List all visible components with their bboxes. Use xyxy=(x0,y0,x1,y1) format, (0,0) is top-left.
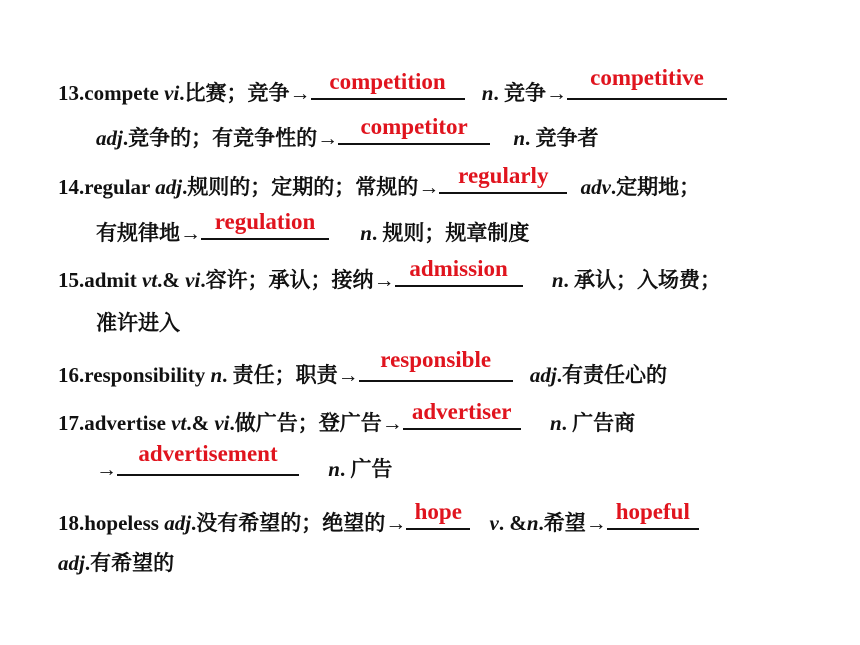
item-15-pos-1: vt xyxy=(142,268,158,292)
item-18-def-2: . & xyxy=(498,511,527,535)
item-15-line-1 xyxy=(58,256,721,293)
item-17-mid: .& xyxy=(186,411,215,435)
blank-17-1 xyxy=(403,399,521,430)
item-18-line-1 xyxy=(58,499,699,536)
item-15-pos-2: n xyxy=(551,268,564,292)
item-14-def-2: .定期地； xyxy=(610,175,701,199)
blank-13-1 xyxy=(311,69,465,100)
item-17-pos-1: vt xyxy=(171,411,187,435)
item-13-pos-1: vi xyxy=(164,81,180,105)
blank-16-1 xyxy=(359,347,513,382)
arrow: → xyxy=(96,457,117,481)
item-15-pos-1b: vi xyxy=(185,268,201,292)
item-17-pos-3: n xyxy=(328,457,340,481)
item-18-pos-2b: n xyxy=(526,511,539,535)
blank-13-2 xyxy=(567,65,727,100)
answer-13-2: competitive xyxy=(590,65,704,90)
answer-16-1: responsible xyxy=(380,347,492,372)
item-13-head: 13.compete xyxy=(58,81,165,105)
blank-14-1 xyxy=(439,163,567,194)
item-15-def-2: . 承认；入场费； xyxy=(563,268,721,292)
item-13-pos-4: n xyxy=(513,126,526,150)
item-13-pos-2: n xyxy=(481,81,494,105)
answer-14-2: regulation xyxy=(214,209,316,234)
item-18-line-2 xyxy=(58,550,174,576)
item-15-head: 15.admit xyxy=(58,268,142,292)
arrow: → xyxy=(337,363,359,387)
item-14-pos-2: adv xyxy=(580,175,611,199)
arrow: → xyxy=(373,268,395,292)
item-14-def-4: . 规则；规章制度 xyxy=(371,221,530,245)
item-16-pos-1: n xyxy=(210,363,223,387)
item-17-def-3: . 广告 xyxy=(339,457,393,481)
arrow: → xyxy=(545,81,567,105)
item-13-def-3: .竞争的；有竞争性的 xyxy=(122,126,318,150)
blank-18-1 xyxy=(406,499,470,530)
item-16-def-2: .有责任心的 xyxy=(556,363,668,387)
item-18-def-3: .有希望的 xyxy=(84,551,175,575)
item-15-mid: .& xyxy=(157,268,186,292)
item-15-line-2 xyxy=(96,310,180,336)
item-18-def-1: .没有希望的；绝望的 xyxy=(191,511,386,535)
item-17-line-1 xyxy=(58,399,636,436)
blank-14-2 xyxy=(201,209,329,240)
item-13-line-2 xyxy=(96,114,599,151)
item-17-pos-2: n xyxy=(549,411,562,435)
item-17-def-1: .做广告；登广告 xyxy=(229,411,382,435)
item-18-pos-3: adj xyxy=(58,551,85,575)
blank-17-2 xyxy=(117,441,299,476)
item-15-def-3: 准许进入 xyxy=(96,311,180,335)
item-16-pos-2: adj xyxy=(529,363,557,387)
item-13-def-4: . 竞争者 xyxy=(525,126,599,150)
blank-18-2 xyxy=(607,499,699,530)
arrow: → xyxy=(585,511,607,535)
answer-13-3: competitor xyxy=(360,114,468,139)
arrow: → xyxy=(317,126,339,150)
blank-15-1 xyxy=(395,256,523,287)
answer-15-1: admission xyxy=(409,256,508,281)
arrow: → xyxy=(180,221,201,245)
item-18-pos-2: v xyxy=(489,511,499,535)
item-14-head: 14.regular xyxy=(58,175,156,199)
item-14-line-1 xyxy=(58,163,701,200)
item-17-pos-1b: vi xyxy=(214,411,230,435)
item-18-head: 18.hopeless xyxy=(58,511,165,535)
item-17-line-2 xyxy=(96,441,393,482)
item-14-pos-3: n xyxy=(360,221,372,245)
item-18-def-2b: .希望 xyxy=(538,511,586,535)
arrow: → xyxy=(385,511,407,535)
arrow: → xyxy=(381,411,403,435)
item-17-head: 17.advertise xyxy=(58,411,172,435)
item-16-line-1 xyxy=(58,347,668,388)
arrow: → xyxy=(289,81,311,105)
item-13-pos-3: adj xyxy=(96,126,123,150)
blank-13-3 xyxy=(338,114,490,145)
item-14-line-2 xyxy=(96,209,530,246)
item-13-line-1 xyxy=(58,65,727,106)
answer-17-1: advertiser xyxy=(411,399,512,424)
item-14-def-3: 有规律地 xyxy=(96,221,180,245)
item-14-pos-1: adj xyxy=(155,175,183,199)
item-17-def-2: . 广告商 xyxy=(561,411,636,435)
item-15-def-1: .容许；承认；接纳 xyxy=(200,268,374,292)
answer-14-1: regularly xyxy=(458,163,549,188)
arrow: → xyxy=(418,175,440,199)
item-18-pos-1: adj xyxy=(164,511,192,535)
item-16-def-1: . 责任；职责 xyxy=(222,363,338,387)
answer-18-1: hope xyxy=(414,499,462,524)
item-16-head: 16.responsibility xyxy=(58,363,211,387)
item-14-def-1: .规则的；定期的；常规的 xyxy=(182,175,419,199)
answer-13-1: competition xyxy=(329,69,446,94)
answer-17-2: advertisement xyxy=(138,441,278,466)
answer-18-2: hopeful xyxy=(615,499,690,524)
item-13-def-1: .比赛；竞争 xyxy=(179,81,290,105)
item-13-def-2: . 竞争 xyxy=(493,81,546,105)
